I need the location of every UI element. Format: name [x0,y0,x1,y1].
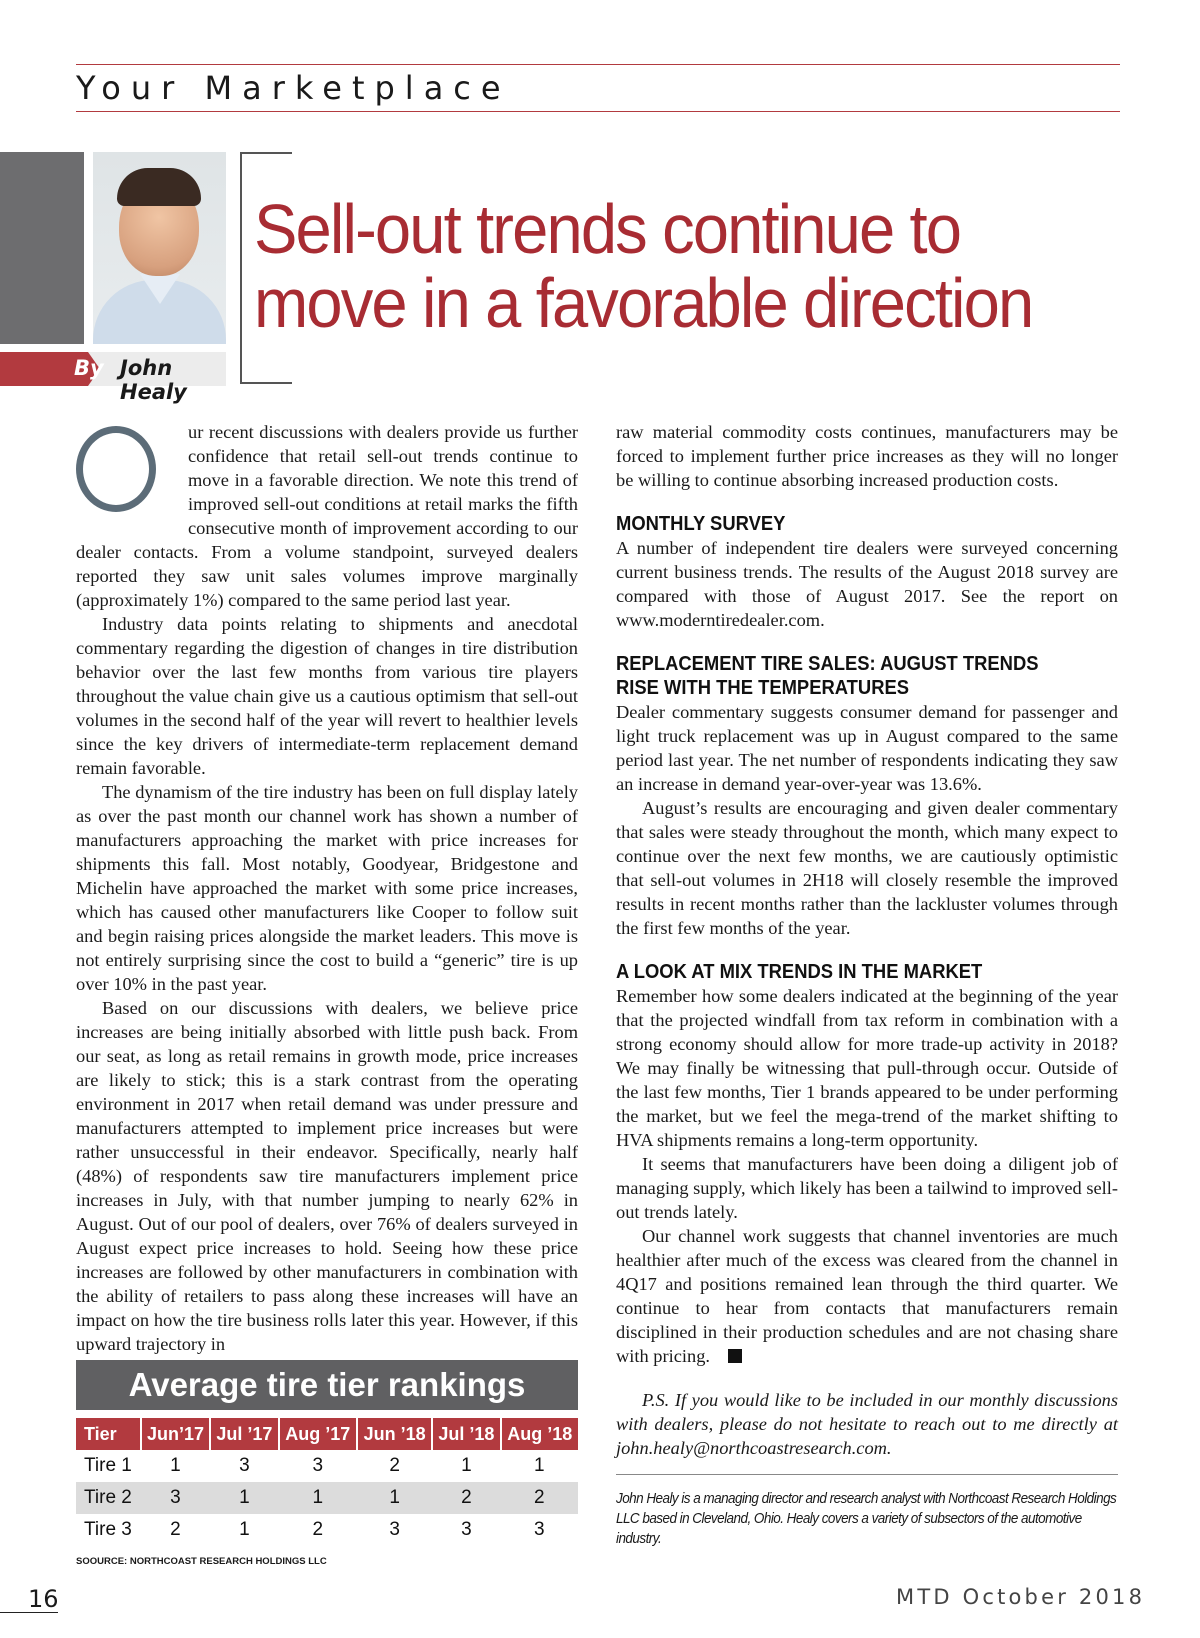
paragraph-continued: raw material commodity costs continues, manufacturers may be forced to implement further price increases as they will no longer be willing to continue absorbing increased production costs. [616,422,1118,490]
table-row [76,1482,578,1514]
table-header-cell: Jun ’18 [357,1418,432,1450]
table-cell: 1 [210,1482,278,1514]
paragraph-4: Based on our discussions with dealers, we believe price increases are being initially absorbed with little push back. From our seat, as long as retail remains in growth mode, price increases are likely to stick; this is a stark contrast from the operating environment in 2017 when retail demand was under pressure and manufacturers attempted to implement price increases but were rather unsuccessful in their endeavor. Specifically, nearly half (48%) of respondents saw tire manufacturers implement price increases in July, with that number jumping to nearly 62% in August. Out of our pool of dealers, over 76% of dealers surveyed in August expect price increases to hold. Seeing how these price increases are followed by other manufacturers in combination with the ability of retailers to pass along these increases will have an impact on how the tire business rolls later this year. However, if this upward trajectory in [76,998,578,1354]
table-cell: 2 [170,1519,181,1540]
table-source: SOOURCE: NORTHCOAST RESEARCH HOLDINGS LLC [76,1556,327,1567]
tier-rankings-table [76,1418,578,1546]
table-header-cell: Aug ’17 [279,1418,358,1450]
headline: Sell-out trends continue to move in a favorable direction [254,190,1033,342]
table-cell: 1 [239,1519,250,1540]
page-number-rule [0,1612,58,1613]
table-header-cell: Jul ’18 [432,1418,500,1450]
paragraph-2: Industry data points relating to shipments and anecdotal commentary regarding the digestion of changes in tire distribution behavior over the last few months from various tire players throughout the value chain give us a cautious optimism that sell-out volumes in the second half of the year will revert to healthier levels since the key drivers of intermediate-term replacement demand remain favorable. [76,614,578,778]
table-header-cell: Jul ’17 [210,1418,278,1450]
byline-author: John Healy [120,356,187,404]
postscript: P.S. If you would like to be included in our monthly discussions with dealers, please do not hesitate to reach out to me directly at john.healy@northcoastresearch.com. [616,1390,1118,1458]
table-header-cell: Tier [76,1418,141,1450]
spacer [616,492,1118,512]
paragraph-supply: It seems that manufacturers have been doing a diligent job of managing supply, which likely has been a tailwind to improved sell-out trends lately. [616,1154,1118,1222]
drop-cap-o [76,426,156,512]
table-cell: 2 [389,1455,400,1476]
table-cell: 3 [312,1455,324,1476]
paragraph-survey: A number of independent tire dealers were surveyed concerning current business trends. The results of the August 2018 survey are compared with those of August 2017. See the report on www.moderntiredealer.com. [616,538,1118,630]
author-photo [93,152,226,344]
table-header-cell: Jun’17 [141,1418,210,1450]
author-bio: John Healy is a managing director and research analyst with Northcoast Research Holdings LLC based in Cleveland, Ohio. Healy covers a variety of subsectors of the automotive industry. [616,1490,1117,1547]
tier-rankings-table-block [76,1360,578,1567]
photo-hair [117,168,201,206]
subhead-replacement-line-2: RISE WITH THE TEMPERATURES [616,677,910,699]
subhead-replacement-line-1: REPLACEMENT TIRE SALES: AUGUST TRENDS [616,653,1039,675]
bio-divider [616,1474,1118,1475]
paragraph-demand: Dealer commentary suggests consumer demand for passenger and light truck replacement was up in August compared to the same period last year. The net number of respondents indicating they saw an increase in demand year-over-year was 13.6%. [616,702,1118,794]
publication-footer: MTD October 2018 [896,1585,1146,1609]
table-cell: 3 [141,1482,210,1514]
section-title: Your Marketplace [76,69,511,107]
table-header-row [76,1418,578,1450]
right-column [616,420,1118,1549]
table-cell: 2 [501,1482,578,1514]
table-cell: 3 [461,1519,472,1540]
table-cell: 3 [239,1455,250,1476]
table-header-cell: Aug ’18 [501,1418,578,1450]
paragraph-3: The dynamism of the tire industry has been on full display lately as over the past month our channel work has shown a number of manufacturers approaching the market with price increases for shipments this fall. Most notably, Goodyear, Bridgestone and Michelin have approached the market with some price increases, which has caused other manufacturers like Cooper to follow suit and begin raising prices alongside the market leaders. This move is not entirely surprising since the cost to build a “generic” tire is up over 10% in the past year. [76,782,578,994]
end-mark-icon [728,1349,742,1363]
table-cell: 1 [461,1455,472,1476]
spacer [616,940,1118,960]
table-cell: Tire 2 [76,1482,141,1514]
paragraph-inventories: Our channel work suggests that channel inventories are much healthier after much of the excess was cleared from the channel in 4Q17 and positions remained lean through the third quarter. We continue to hear from contacts that manufacturers remain disciplined in their production schedules and are not chasing share with pricing. [616,1226,1118,1366]
left-column [76,420,578,1356]
paragraph-august-results: August’s results are encouraging and given dealer commentary that sales were steady throughout the month, which many expect to continue over the next few months, we are cautiously optimistic that sell-out volumes in 2H18 will closely resemble the improved results in recent months rather than the lackluster volumes through the first few months of the year. [616,798,1118,938]
subhead-mix-trends: A LOOK AT MIX TRENDS IN THE MARKET [616,961,983,983]
table-row [76,1514,578,1546]
byline-by: By [74,356,104,380]
spacer [616,1368,1118,1388]
table-cell: 1 [170,1455,181,1476]
table-row [76,1450,578,1482]
table-title: Average tire tier rankings [76,1360,578,1410]
table-cell: Tire 3 [84,1519,132,1540]
table-cell: 1 [357,1482,432,1514]
page-number: 16 [28,1585,59,1613]
paragraph-mix: Remember how some dealers indicated at the beginning of the year that the projected windfall from tax reform in combination with a strong economy should allow for more trade-up activity in 2018? We may finally be witnessing that pull-through occur. Outside of the last few months, Tier 1 brands appeared to be under performing the market, but we feel the mega-trend of the market shifting to HVA shipments remains a long-term opportunity. [616,986,1118,1150]
table-cell: 1 [533,1455,545,1476]
section-header [76,64,1120,112]
table-cell: 2 [312,1519,324,1540]
drop-cap [76,426,178,524]
byline [0,352,226,404]
spacer [616,632,1118,652]
table-cell: 3 [533,1519,545,1540]
table-cell: Tire 1 [84,1455,132,1476]
table-cell: 3 [389,1519,400,1540]
decorative-grey-bar [0,152,84,344]
table-cell: 2 [432,1482,500,1514]
subhead-monthly-survey: MONTHLY SURVEY [616,513,786,535]
table-cell: 1 [279,1482,358,1514]
paragraph-1: ur recent discussions with dealers provide us further confidence that retail sell-out trends continue to move in a favorable direction. We note this trend of improved sell-out conditions at retail marks the fifth consecutive month of improvement according to our dealer contacts. From a volume standpoint, surveyed dealers reported they saw unit sales volumes improve marginally (approximately 1%) compared to the same period last year. [76,422,578,610]
